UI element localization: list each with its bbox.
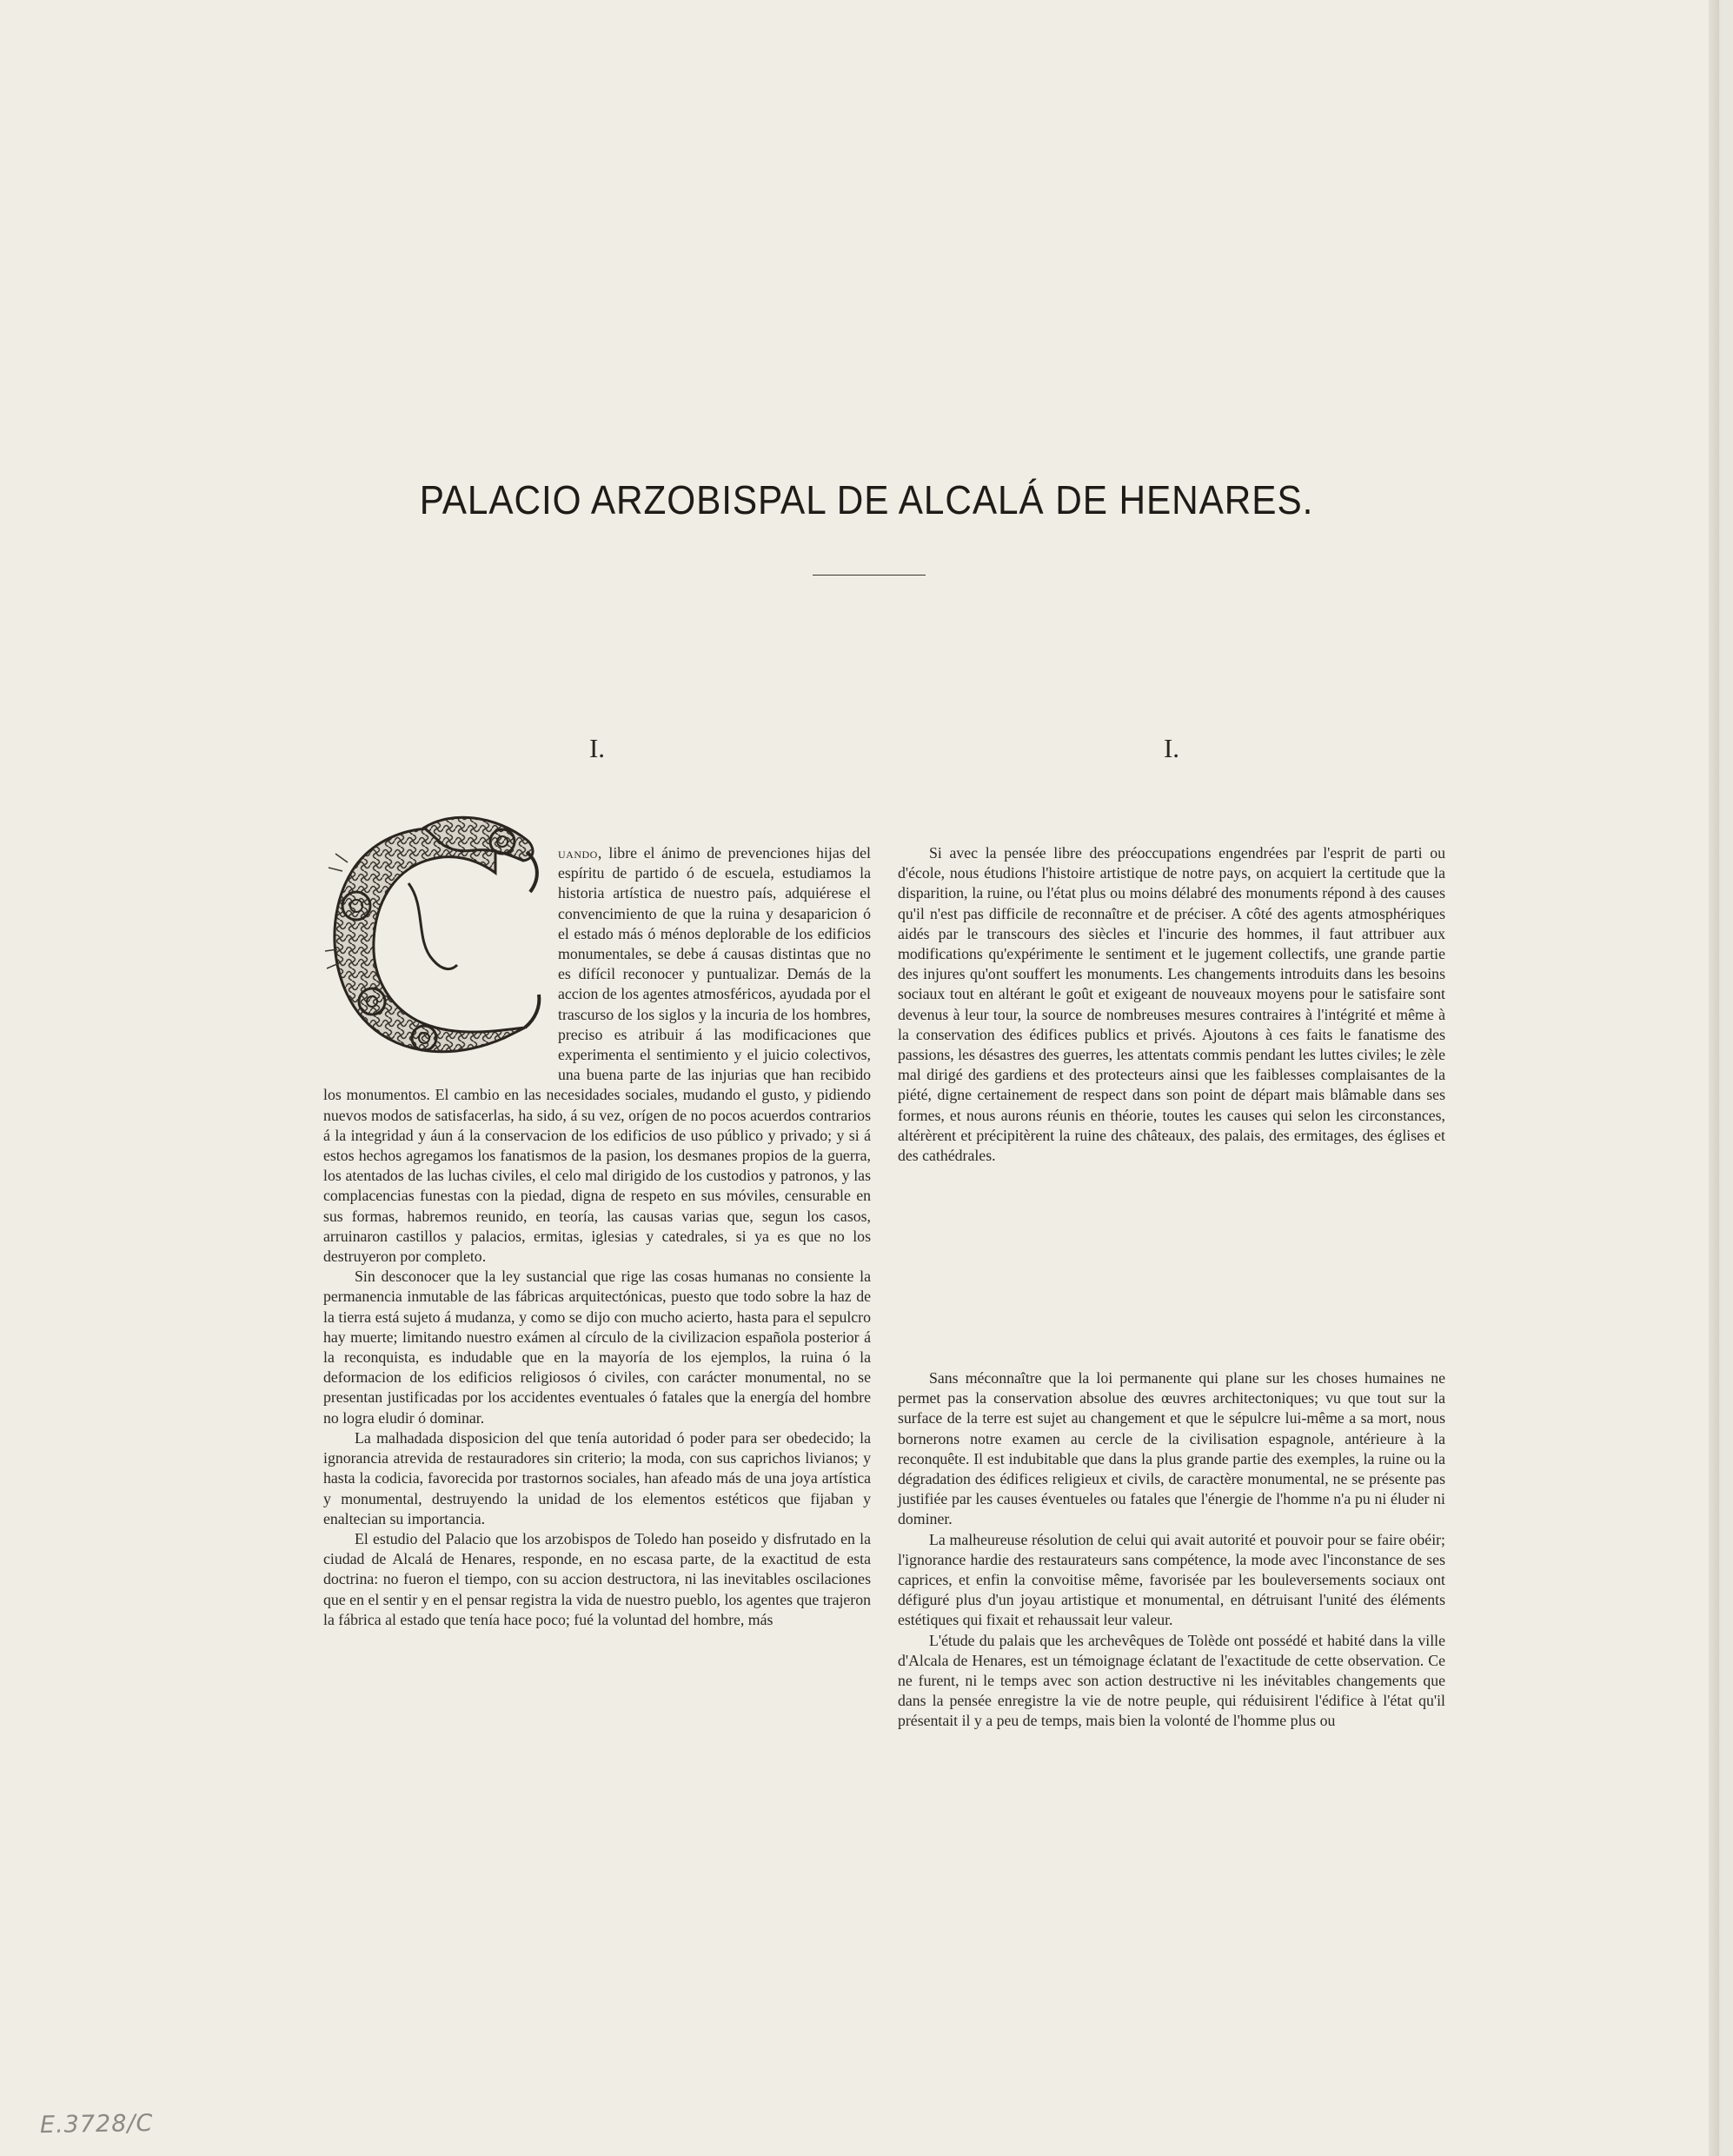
right-paragraph-2: Sans méconnaître que la loi permanente qui plane sur les choses humaines ne permet pas la conservation absolue des œuvres architectoniques; vu que tout sur la surface de la terre est sujet au changement et que le sépulcre lui-même a sa mort, nous bornerons notre examen au cercle de la civilisation espagnole, antérieure à la reconquête. Il est indubitable que dans la plus grande partie des exemples, la ruine ou la dégradation des édifices religieux et civils, de caractère monumental, ne se présente pas justifiée par les causes éventueles ou fatales que l'énergie de l'homme n'a pu ni éluder ni dominer. xyxy=(898,1369,1445,1528)
left-section-numeral: I. xyxy=(588,733,606,763)
title-rule xyxy=(813,575,926,576)
right-paragraph-1: Si avec la pensée libre des préoccupations engendrées par l'esprit de parti ou d'école, nous étudions l'histoire artistique de notre pays, on acquiert la certitude que la disparition, la ruine, ou l'état plus ou moins délabré des monuments répond à des causes qu'il n'est pas difficile de reconnaître et de préciser. A côté des agents atmosphériques aidés par le transcours des siècles et l'incurie des hommes, il faut attribuer aux modifications qu'expérimente le sentiment et le jugement collectifs, une grande partie des injures qu'ont souffert les monuments. Les changements introduits dans les besoins sociaux tout en altérant le goût et exigeant de nouveaux moyens pour le satisfaire sont devenus à leur tour, la source de nombreuses mesures contraires à l'intégrité et même à la conservation des édifices publics et privés. Ajoutons à ces faits le fanatisme des passions, les désastres des guerres, les attentats commis pendant les luttes civiles; le zèle mal dirigé des gardiens et des protecteurs ainsi que les faiblesses complaisantes de la piété, digne certainement de respect dans son point de départ mais blâmable dans ses formes, et nous aurons réunis en théorie, toutes les causes qui selon les circonstances, altérèrent et précipitèrent la ruine des châteaux, des palais, des ermitages, des églises et des cathédrales. xyxy=(898,844,1445,1165)
left-paragraph-2: Sin desconocer que la ley sustancial que rige las cosas humanas no consiente la permanencia inmutable de las fábricas arquitectónicas, puesto que todo sobre la haz de la tierra está sujeto á mudanza, y como se dijo con mucho acierto, hasta para el sepulcro hay muerte; limitando nuestro exámen al círculo de la civilizacion española posterior á la reconquista, es indudable que en la mayoría de los ejemplos, la ruina ó la deformacion de los edificios religiosos ó civiles, con carácter monumental, no se presentan justificadas por los accidentes eventuales ó fatales que la energía del hombre no logra eludir ó dominar. xyxy=(323,1268,871,1427)
page-title: PALACIO ARZOBISPAL DE ALCALÁ DE HENARES. xyxy=(419,477,1314,522)
ornamental-initial-c-icon xyxy=(322,810,548,1071)
left-paragraph-1 xyxy=(323,843,871,1267)
left-paragraph-1-rest: libre el ánimo de prevenciones hijas del espíritu de partido ó de escuela, estudiamos la historia artística de nuestro país, adquiérese el convencimiento de que la ruina y desaparicion ó el estado más ó ménos deplorable de los edificios monumentales, se debe á causas distintas que no es difícil reconocer y puntualizar. Demás de la accion de los agentes atmosféricos, ayudada por el trascurso de los siglos y la incuria de los hombres, preciso es atribuir á las modificaciones que experimenta el sentimiento y el juicio colectivos, una buena parte de las injurias que han recibido los monumentos. El cambio en las necesidades sociales, mudando el gusto, y pidiendo nuevos modos de satisfacerlas, ha sido, á su vez, orígen de no pocos acuerdos contrarios á la integridad y áun á la conservacion de los edificios de uso público y privado; y si á estos hechos agregamos los fanatismos de la pasion, los desmanes propios de la guerra, los atentados de las luchas civiles, el celo mal dirigido de los custodios y patronos, y las complacencias funestas con la piedad, digna de respeto en sus móviles, censurable en sus formas, habremos reunido, en teoría, las causas varias que, segun los casos, arruinaron castillos y palacios, ermitas, iglesias y catedrales, si ya es que no los destruyeron por completo. xyxy=(323,844,871,1266)
left-paragraph-4: El estudio del Palacio que los arzobispos de Toledo han poseido y disfrutado en la ciudad de Alcalá de Henares, responde, en no escasa parte, de la exactitud de esta doctrina: no fueron el tiempo, con su accion destructora, ni las inevitables oscilaciones que en el sentir y en el pensar registra la vida de nuestro pueblo, los agentes que trajeron la fábrica al estado que tenía hace poco; fué la voluntad del hombre, más xyxy=(323,1529,871,1628)
right-paragraph-4: L'étude du palais que les archevêques de Tolède ont possédé et habité dans la ville d'Alcala de Henares, est un témoignage éclatant de l'exactitude de cette observation. Ce ne furent, ni le temps avec son action destructive ni les inévitables changements que dans la pensée enregistre la vie de notre peuple, qui réduisirent l'édifice à l'état qu'il présentait il y a peu de temps, mais bien la volonté de l'homme plus ou xyxy=(898,1631,1445,1730)
left-column-text xyxy=(323,843,871,1630)
archive-pencil-mark: E.3728/C xyxy=(39,2109,154,2139)
left-paragraph-3: La malhadada disposicion del que tenía autoridad ó poder para ser obedecido; la ignorancia atrevida de restauradores sin criterio; la moda, con sus caprichos livianos; y hasta la codicia, favorecida por trastornos sociales, han afeado más de una joya artística y monumental, destruyendo la unidad de los elementos estéticos que fijaban y enaltecian su importancia. xyxy=(323,1428,871,1527)
right-column-text-1 xyxy=(898,843,1445,1166)
right-paragraph-3: La malheureuse résolution de celui qui avait autorité et pouvoir pour se faire obéir; l'ignorance hardie des restaurateurs sans compétence, la mode avec l'inconstance de ses caprices, et enfin la convoitise même, favorisée par les bouleversements sociaux ont défiguré plus d'un joyau artistique et monumental, en détruisant l'unité des éléments estétiques qui fixait et rehaussait leur valeur. xyxy=(898,1530,1445,1629)
sheet-edge xyxy=(1709,0,1719,2156)
drop-cap-word-rest: uando, xyxy=(558,844,602,862)
right-section-numeral: I. xyxy=(1163,733,1180,763)
right-column-text-2 xyxy=(898,1368,1445,1732)
